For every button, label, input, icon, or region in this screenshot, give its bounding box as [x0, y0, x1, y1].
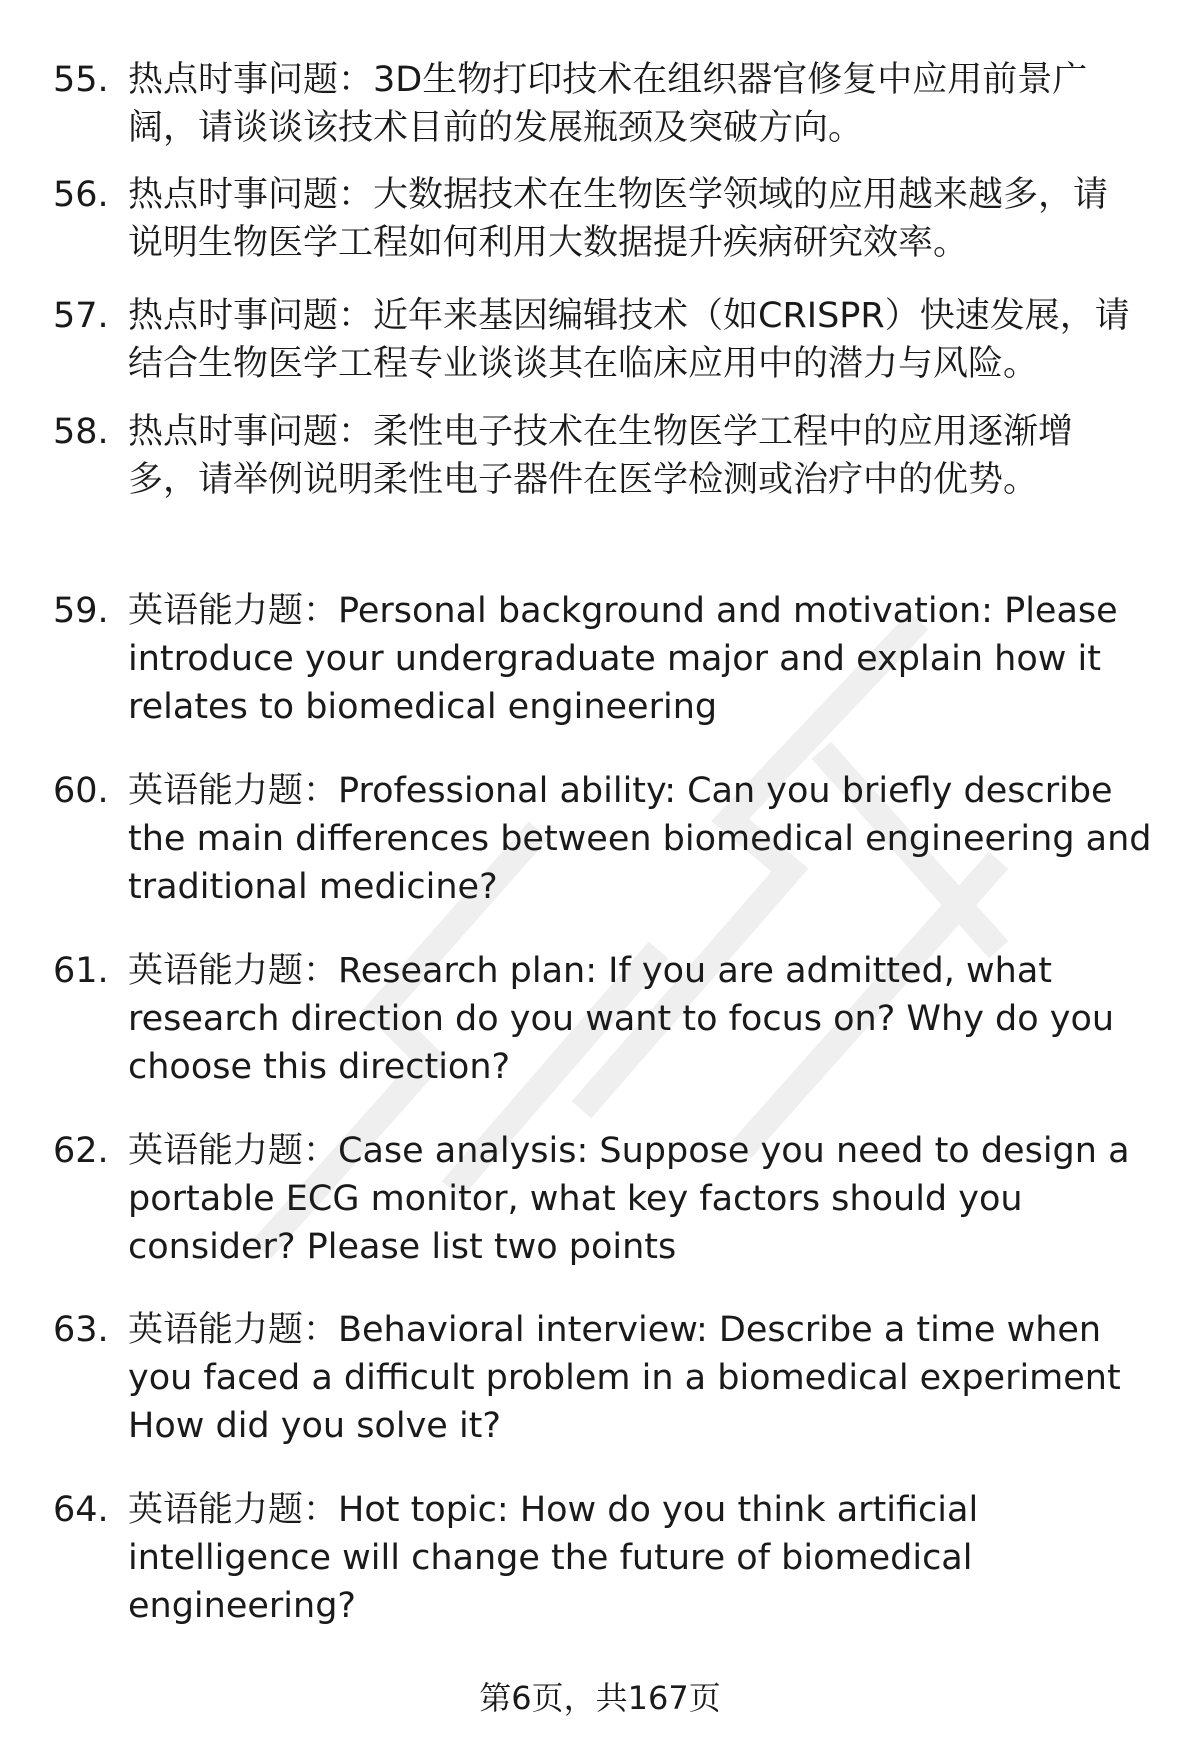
question-line: 英语能力题：Behavioral interview: Describe a time when	[128, 1310, 1102, 1350]
question-line: research direction do you want to focus on? Why do you	[128, 999, 1115, 1039]
question-line: 说明生物医学工程如何利用大数据提升疾病研究效率。	[128, 223, 969, 263]
question-number: 58.	[53, 412, 109, 452]
question-line: relates to biomedical engineering	[128, 687, 718, 727]
question-text	[128, 171, 1168, 267]
question-text	[128, 56, 1168, 152]
question-text	[128, 292, 1168, 388]
question-number: 59.	[53, 591, 109, 631]
question-64	[53, 1486, 1163, 1630]
question-text	[128, 408, 1168, 504]
question-line: you faced a difficult problem in a biomedical experiment	[128, 1358, 1121, 1398]
question-text	[128, 1306, 1168, 1450]
question-line: 英语能力题：Professional ability: Can you briefly describe	[128, 771, 1113, 811]
question-line: How did you solve it?	[128, 1406, 501, 1446]
question-number: 60.	[53, 771, 109, 811]
question-line: 英语能力题：Personal background and motivation: Please	[128, 591, 1118, 631]
question-line: engineering?	[128, 1586, 356, 1626]
question-line: 英语能力题：Case analysis: Suppose you need to design a	[128, 1131, 1130, 1171]
question-line: traditional medicine?	[128, 867, 498, 907]
question-57	[53, 292, 1163, 388]
question-56	[53, 171, 1163, 267]
question-line: consider? Please list two points	[128, 1227, 677, 1267]
question-line: 多，请举例说明柔性电子器件在医学检测或治疗中的优势。	[128, 460, 1039, 500]
question-63	[53, 1306, 1163, 1450]
question-line: 英语能力题：Hot topic: How do you think artificial	[128, 1490, 979, 1530]
question-number: 64.	[53, 1490, 109, 1530]
question-text	[128, 947, 1168, 1091]
page-number-footer: 第6页，共167页	[479, 1679, 721, 1717]
question-59	[53, 587, 1163, 731]
question-text	[128, 1486, 1168, 1630]
question-number: 61.	[53, 951, 109, 991]
question-text	[128, 587, 1168, 731]
question-61	[53, 947, 1163, 1091]
question-line: portable ECG monitor, what key factors should you	[128, 1179, 1023, 1219]
question-line: 热点时事问题：大数据技术在生物医学领域的应用越来越多，请	[128, 175, 1109, 215]
question-number: 63.	[53, 1310, 109, 1350]
question-line: 热点时事问题：柔性电子技术在生物医学工程中的应用逐渐增	[128, 412, 1074, 452]
question-line: intelligence will change the future of biomedical	[128, 1538, 973, 1578]
question-line: choose this direction?	[128, 1047, 511, 1087]
question-line: 英语能力题：Research plan: If you are admitted, what	[128, 951, 1052, 991]
question-line: 结合生物医学工程专业谈谈其在临床应用中的潜力与风险。	[128, 344, 1039, 384]
question-number: 56.	[53, 175, 109, 215]
question-text	[128, 767, 1168, 911]
question-line: 热点时事问题：3D生物打印技术在组织器官修复中应用前景广	[128, 60, 1088, 100]
question-55	[53, 56, 1163, 152]
question-line: the main differences between biomedical engineering and	[128, 819, 1152, 859]
question-58	[53, 408, 1163, 504]
question-line: 热点时事问题：近年来基因编辑技术（如CRISPR）快速发展，请	[128, 296, 1130, 336]
question-line: 阔，请谈谈该技术目前的发展瓶颈及突破方向。	[128, 108, 864, 148]
question-62	[53, 1127, 1163, 1271]
question-line: introduce your undergraduate major and explain how it	[128, 639, 1101, 679]
question-number: 57.	[53, 296, 109, 336]
question-60	[53, 767, 1163, 911]
question-number: 62.	[53, 1131, 109, 1171]
question-number: 55.	[53, 60, 109, 100]
question-text	[128, 1127, 1168, 1271]
